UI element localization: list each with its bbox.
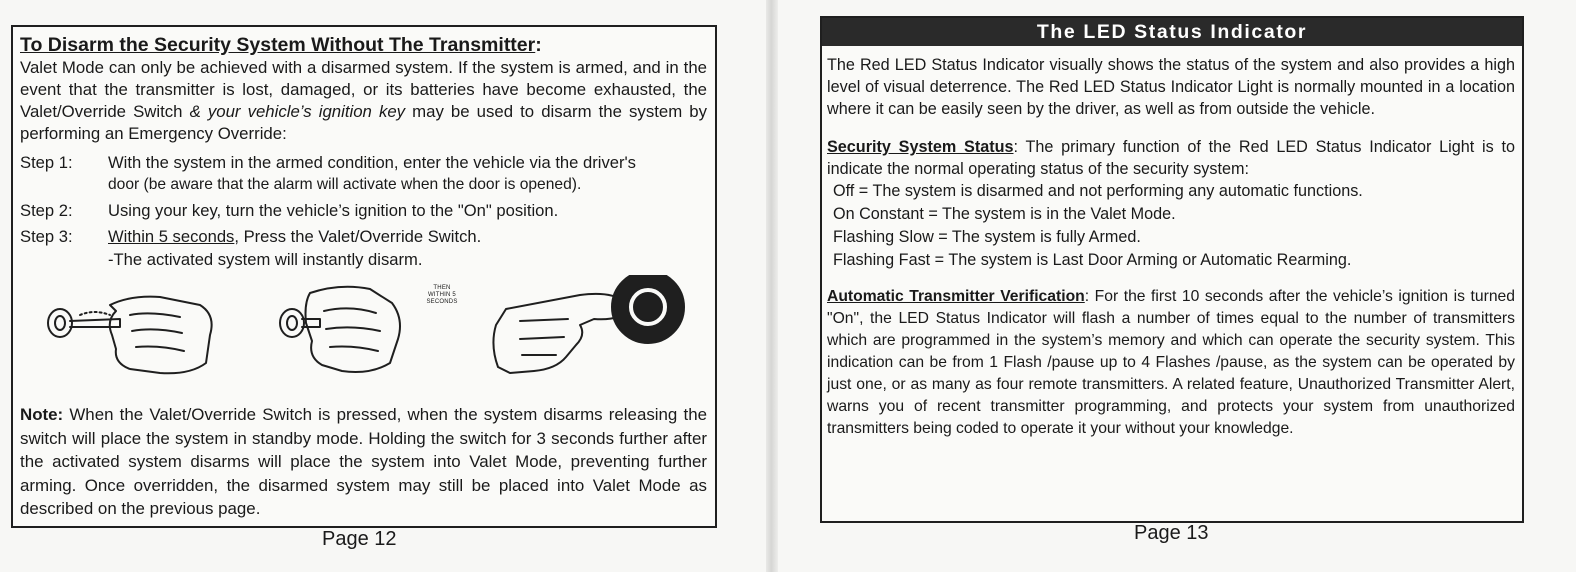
page-12 — [0, 0, 766, 572]
step-3-sub-indent — [20, 248, 108, 271]
disarm-note — [20, 403, 707, 521]
step-3-sub-text: -The activated system will instantly disarm. — [108, 250, 423, 269]
step-2-label: Step 2: — [20, 201, 73, 220]
step-3-sub — [20, 248, 707, 271]
disarm-intro — [20, 57, 707, 145]
step-3-underlined: Within 5 seconds — [108, 227, 235, 246]
step-2 — [20, 199, 707, 222]
disarm-intro-italic: & your vehicle’s ignition key — [189, 102, 406, 121]
hand-turn-key-icon — [280, 287, 400, 372]
hand-key-icon — [48, 297, 212, 374]
transmitter-verification — [827, 286, 1515, 440]
status-item-on-constant: On Constant = The system is in the Valet Mode. — [833, 205, 1176, 223]
step-1-sub — [20, 174, 707, 196]
step-1-text: With the system in the armed condition, enter the vehicle via the driver's — [108, 153, 636, 172]
status-list — [827, 180, 1515, 272]
step-3 — [20, 225, 707, 248]
note-text: When the Valet/Override Switch is pressed, when the system disarms releasing the switch will place the system in standby mode. Holding the switch for 3 seconds further after the activated system disarms will place the system into Valet Mode, preventing further arming. Once overridden, the disarmed system may still be placed into Valet Mode as described on the previous page. — [20, 405, 707, 518]
step-1 — [20, 151, 707, 174]
page-number-12: Page 12 — [322, 528, 397, 550]
disarm-section — [11, 25, 717, 528]
hand-press-switch-icon — [493, 275, 684, 373]
page-13 — [778, 0, 1576, 572]
led-intro: The Red LED Status Indicator visually shows the status of the system and also provides a high level of visual deterrence. The Red LED Status Indicator Light is normally mounted in a location where it can be easily seen by the driver, as well as from outside the vehicle. — [827, 56, 1515, 118]
override-illustration — [20, 275, 707, 393]
security-status-text: : The primary function of the Red LED Status Indicator Light is to indicate the normal operating status of the security system: — [827, 138, 1516, 178]
step-1-label: Step 1: — [20, 153, 73, 172]
status-item-off: Off = The system is disarmed and not performing any automatic functions. — [833, 182, 1363, 200]
led-status-section — [820, 16, 1524, 523]
step-1-sub-text: door (be aware that the alarm will activate when the door is opened). — [108, 176, 582, 193]
note-label: Note: — [20, 405, 64, 424]
disarm-heading-colon: : — [535, 34, 542, 56]
verification-heading: Automatic Transmitter Verification — [827, 288, 1085, 305]
step-3-rest: , Press the Valet/Override Switch. — [234, 227, 482, 246]
verification-text: : For the first 10 seconds after the vehicle’s ignition is turned "On", the LED Status Indicator will flash a number of times equal to the number of transmitters which are programmed in the system’s memory and which can operate the security system. This indication can be from 1 Flash /pause up to 4 Flashes /pause, as the system can be operated by just one, or as many as four remote transmitters. A related feature, Unauthorized Transmitter Alert, warns you of recent transmitter programming, and protects your system from unauthorized transmitters being coded to operate it your without your knowledge. — [827, 288, 1516, 437]
override-illustration-svg — [20, 275, 710, 393]
security-status — [827, 136, 1515, 180]
disarm-heading — [20, 33, 707, 57]
step-3-text — [108, 225, 707, 248]
step-2-text: Using your key, turn the vehicle’s ignition to the "On" position. — [108, 201, 559, 220]
disarm-heading-text: To Disarm the Security System Without The Transmitter — [20, 34, 536, 56]
then-within-5-seconds-label: THEN WITHIN 5 SECONDS — [426, 285, 458, 305]
led-status-banner: The LED Status Indicator — [822, 18, 1522, 46]
step-1-sub-indent — [20, 174, 108, 196]
page-number-13: Page 13 — [1134, 522, 1209, 544]
step-3-label: Step 3: — [20, 227, 73, 246]
book-spine — [766, 0, 778, 572]
led-status-content — [822, 54, 1522, 440]
security-status-heading: Security System Status — [827, 138, 1014, 156]
disarm-intro-part2: may be used to disarm the system by performing an Emergency Override: — [20, 102, 707, 143]
status-item-flashing-fast: Flashing Fast = The system is Last Door Arming or Automatic Rearming. — [833, 251, 1352, 269]
status-item-flashing-slow: Flashing Slow = The system is fully Armed. — [833, 228, 1141, 246]
disarm-intro-part1: Valet Mode can only be achieved with a disarmed system. If the system is armed, and in the event that the transmitter is lost, damaged, or its batteries have become exhausted, the Valet/Override Switch — [20, 58, 707, 121]
